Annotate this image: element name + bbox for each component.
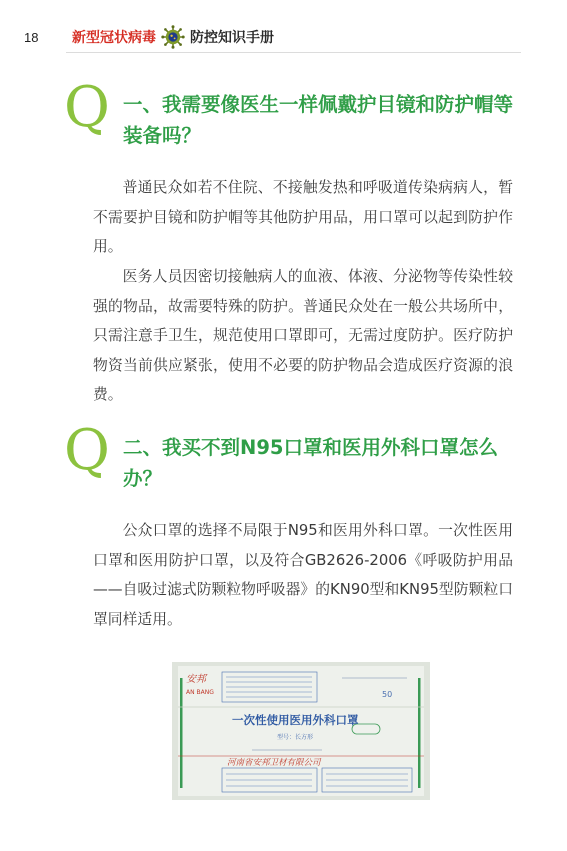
manufacturer-text: 河南省安邦卫材有限公司 — [227, 758, 321, 768]
mask-package-photo — [172, 662, 430, 800]
coronavirus-icon — [161, 25, 185, 49]
answer-paragraph-3: 公众口罩的选择不局限于N95和医用外科口罩。一次性医用口罩和医用防护口罩，以及符合GB2626-2006《呼吸防护用品——自吸过滤式防颗粒物呼吸器》的KN90型和KN95型防颗粒口罩同样适用。 — [93, 522, 513, 628]
book-title: 新型冠状病毒 — [72, 30, 156, 46]
product-name-text: 一次性使用医用外科口罩 — [232, 713, 359, 727]
brand-en-text: AN BANG — [186, 689, 214, 696]
answer-paragraph-2: 医务人员因密切接触病人的血液、体液、分泌物等传染性较强的物品，故需要特殊的防护。普通民众处在一般公共场所中，只需注意手卫生，规范使用口罩即可，无需过度防护。医疗防护物资当前供应紧张，使用不必要的防护物品会造成医疗资源的浪费。 — [93, 268, 513, 403]
running-head — [72, 27, 274, 47]
svg-text:50: 50 — [382, 690, 393, 699]
q-mark-1: Q — [64, 75, 110, 140]
product-model-text: 型号：长方形 — [277, 734, 314, 741]
q-mark-2: Q — [64, 418, 110, 483]
question-heading-2: 二、我买不到N95口罩和医用外科口罩怎么办？ — [123, 436, 498, 490]
header-rule — [66, 52, 521, 53]
brand-cn-text: 安邦 — [186, 674, 206, 685]
question-heading-1: 一、我需要像医生一样佩戴护目镜和防护帽等装备吗？ — [123, 93, 514, 147]
chapter-title: 防控知识手册 — [190, 30, 274, 46]
answer-paragraph-1: 普通民众如若不住院、不接触发热和呼吸道传染病病人，暂不需要护目镜和防护帽等其他防护用品，用口罩可以起到防护作用。 — [93, 179, 513, 255]
page-number: 18 — [24, 30, 39, 45]
